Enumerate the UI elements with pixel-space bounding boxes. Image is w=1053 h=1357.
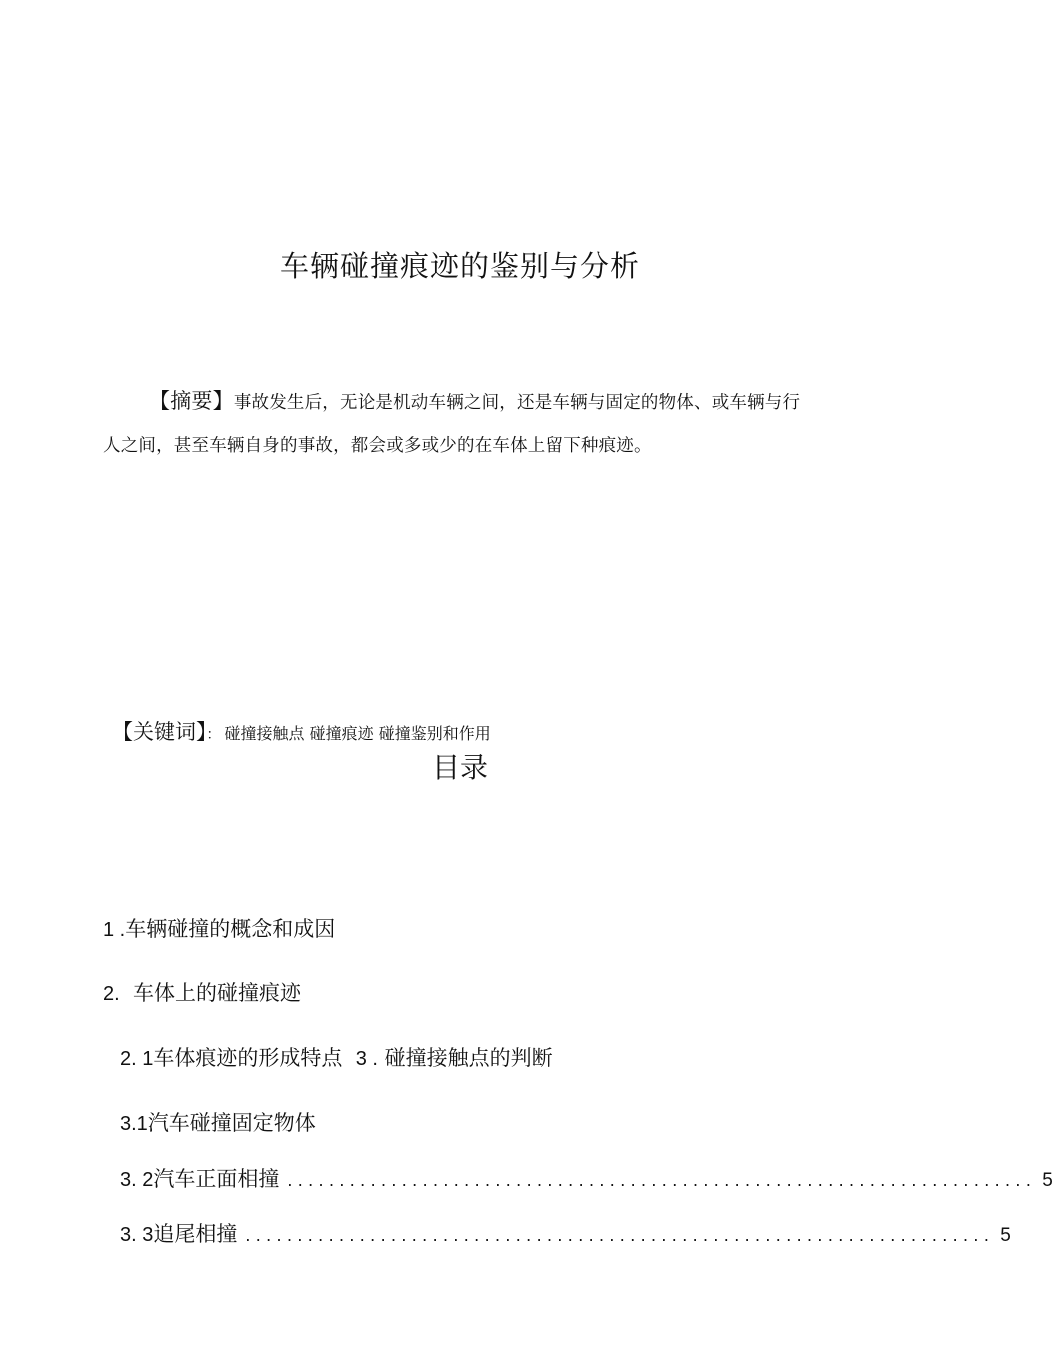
toc-heading: 目录 <box>431 751 488 784</box>
toc-entry <box>120 1042 553 1072</box>
keywords-colon: ： <box>206 727 221 743</box>
keyword-item: 碰撞接触点 <box>224 724 305 743</box>
toc-dot-leader: ........................................................................ <box>287 1170 1037 1190</box>
toc-entry-number: 1 . <box>103 919 126 941</box>
toc-entry-number: 2. 1 <box>120 1048 154 1070</box>
keywords-line <box>112 716 491 746</box>
toc-entry-number: 2. <box>103 983 120 1005</box>
toc-dot-leader: ........................................................................ <box>245 1225 995 1245</box>
abstract-text: 事故发生后，无论是机动车辆之间，还是车辆与固定的物体、或车辆与行人之间，甚至车辆自身的事故，都会或多或少的在车体上留下种痕迹。 <box>103 393 801 456</box>
toc-page-number: 5 <box>1042 1170 1053 1191</box>
toc-entry-text: 碰撞接触点的判断 <box>384 1046 553 1070</box>
toc-entry <box>120 1107 316 1137</box>
toc-entry <box>103 913 335 943</box>
toc-entry-text: 车体上的碰撞痕迹 <box>133 981 302 1005</box>
toc-entry-text: 车辆碰撞的概念和成因 <box>125 917 336 941</box>
toc-entry-text: 追尾相撞 <box>153 1222 238 1246</box>
keyword-item: 碰撞鉴别和作用 <box>378 724 491 743</box>
toc-entry-number: 3 . <box>355 1048 378 1070</box>
toc-entry <box>120 1163 1053 1193</box>
keyword-item: 碰撞痕迹 <box>309 724 374 743</box>
abstract-paragraph <box>103 380 803 468</box>
toc-entry-number: 3. 3 <box>120 1224 154 1246</box>
toc-entry-number: 3.1 <box>120 1113 148 1135</box>
toc-entry-number: 3. 2 <box>120 1169 154 1191</box>
abstract-label: 【摘要】 <box>149 389 234 413</box>
document-title: 车辆碰撞痕迹的鉴别与分析 <box>279 249 640 283</box>
toc-entry-text: 汽车碰撞固定物体 <box>147 1111 316 1135</box>
toc-entry-text: 车体痕迹的形成特点 <box>153 1046 343 1070</box>
toc-entry <box>120 1218 1011 1248</box>
toc-entry-text: 汽车正面相撞 <box>153 1167 280 1191</box>
toc-entry <box>103 977 301 1007</box>
keywords-label: 【关键词】 <box>112 720 207 744</box>
toc-page-number: 5 <box>1000 1225 1011 1246</box>
